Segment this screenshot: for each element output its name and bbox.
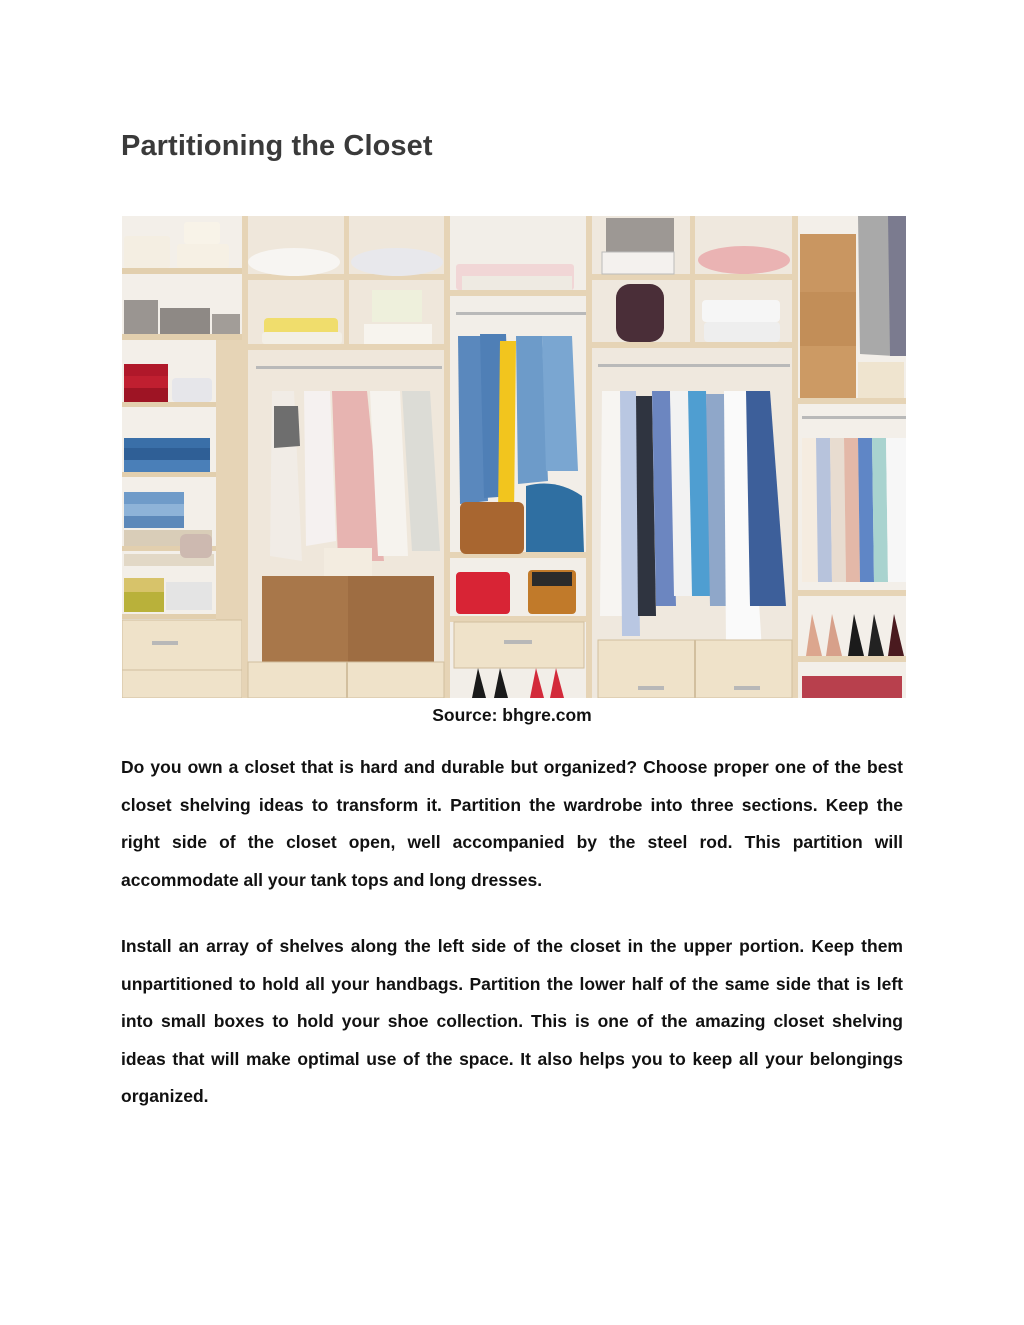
paragraph-1: Do you own a closet that is hard and durable but organized? Choose proper one of the best closet shelving ideas to transform it. Partition the wardrobe into three sections. Keep the right side of the closet open, well accompanied by the steel rod. This partition will accommodate all your tank tops and long dresses. xyxy=(121,757,903,890)
paragraph-2: Install an array of shelves along the left side of the closet in the upper portion. Keep them unpartitioned to hold all your handbags. Partition the lower half of the same side that is left into small boxes to hold your shoe collection. This is one of the amazing closet shelving ideas that will make optimal use of the space. It also helps you to keep all your belongings organized. xyxy=(121,936,903,1107)
page-title: Partitioning the Closet xyxy=(121,130,433,162)
closet-photo xyxy=(122,216,906,698)
image-caption: Source: bhgre.com xyxy=(432,705,592,725)
